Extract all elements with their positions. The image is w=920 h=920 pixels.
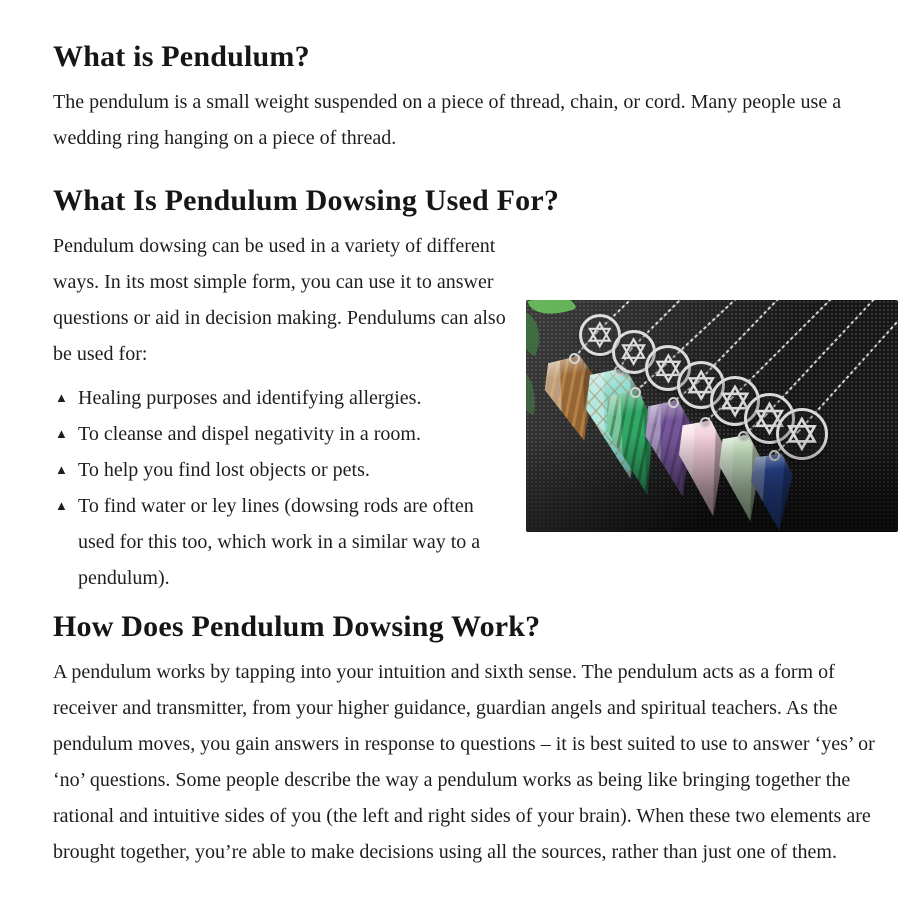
uses-list-item-text: To help you find lost objects or pets.: [78, 459, 370, 481]
heading-how-dowsing-works: How Does Pendulum Dowsing Work?: [53, 610, 541, 643]
uses-list-item: [53, 452, 880, 488]
uses-list-item: [53, 488, 880, 596]
uses-list-item-text: To cleanse and dispel negativity in a room.: [78, 423, 421, 445]
heading-dowsing-used-for: What Is Pendulum Dowsing Used For?: [53, 184, 560, 217]
triangle-bullet-icon: ▲: [55, 498, 68, 513]
paragraph-dowsing-used-for: Pendulum dowsing can be used in a variety of different ways. In its most simple form, you can use it to answer questions or aid in decision making. Pendulums can also be used for:: [53, 235, 506, 365]
triangle-bullet-icon: ▲: [55, 426, 68, 441]
triangle-bullet-icon: ▲: [55, 390, 68, 405]
paragraph-what-is-pendulum: The pendulum is a small weight suspended on a piece of thread, chain, or cord. Many people use a wedding ring hanging on a piece of thread.: [53, 91, 842, 149]
section-dowsing-used-for: [53, 184, 880, 596]
triangle-bullet-icon: ▲: [55, 462, 68, 477]
uses-list-item-text: To find water or ley lines (dowsing rods are often used for this too, which work in a similar way to a pendulum).: [78, 495, 481, 589]
uses-list: [53, 380, 880, 596]
paragraph-how-dowsing-works: A pendulum works by tapping into your intuition and sixth sense. The pendulum acts as a form of receiver and transmitter, from your higher guidance, guardian angels and spiritual teachers. As the pendulum moves, you gain answers in response to questions – it is best suited to use to answer ‘yes’ or ‘no’ questions. Some people describe the way a pendulum works as being like bringing together the rational and intuitive sides of you (the left and right sides of your brain). When these two elements are brought together, you’re able to make decisions using all the sources, rather than just one of them.: [53, 661, 875, 863]
uses-list-item: [53, 380, 880, 416]
uses-list-item: [53, 416, 880, 452]
section-how-dowsing-works: [53, 610, 880, 870]
uses-list-item-text: Healing purposes and identifying allergies.: [78, 387, 422, 409]
heading-what-is-pendulum: What is Pendulum?: [53, 40, 310, 73]
section-what-is-pendulum: [53, 40, 880, 156]
